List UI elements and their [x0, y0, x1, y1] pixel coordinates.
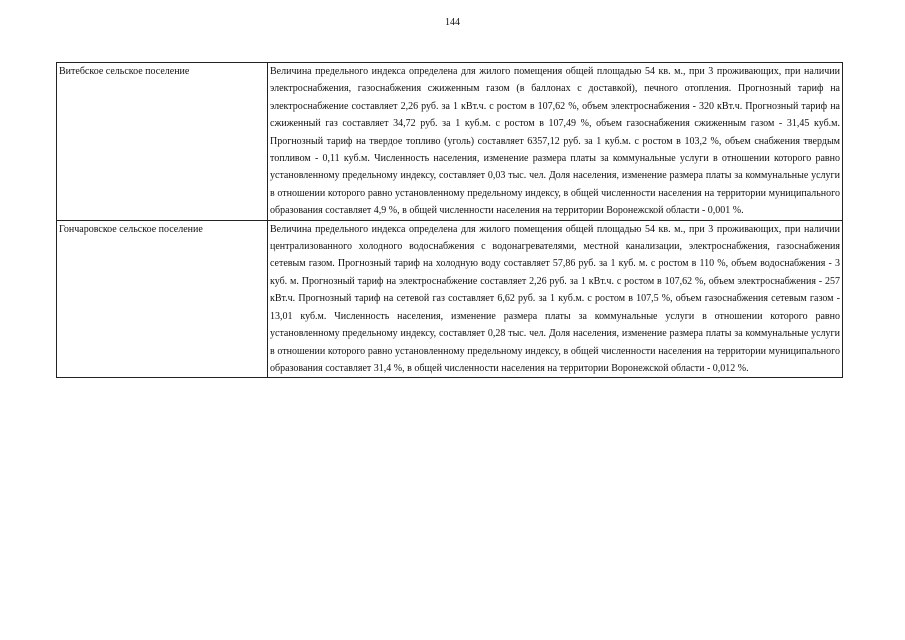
page-number: 144	[445, 17, 460, 28]
tariff-table	[56, 62, 843, 378]
table-row	[57, 63, 843, 221]
settlement-name-cell: Гончаровское сельское поселение	[57, 220, 268, 378]
settlement-name-cell: Витебское сельское поселение	[57, 63, 268, 221]
index-description-cell: Величина предельного индекса определена для жилого помещения общей площадью 54 кв. м., при 3 проживающих, при наличии централизованного холодного водоснабжения с водонагревателями, местной канализации, электроснабжения, газоснабжения сетевым газом. Прогнозный тариф на холодную воду составляет 57,86 руб. за 1 куб. м. с ростом в 110 %, объем водоснабжения - 3 куб. м. Прогнозный тариф на электроснабжение составляет 2,26 руб. за 1 кВт.ч. с ростом в 107,62 %, объем электроснабжения - 257 кВт.ч. Прогнозный тариф на сетевой газ составляет 6,62 руб. за 1 куб.м. с ростом в 107,5 %, объем газоснабжения сетевым газом - 13,01 куб.м. Численность населения, изменение размера платы за коммунальные услуги в отношении которого равно установленному предельному индексу, составляет 0,28 тыс. чел. Доля населения, изменение размера платы за коммунальные услуги в отношении которого равно установленному предельному индексу, в общей численности населения на территории муниципального образования составляет 31,4 %, в общей численности населения на территории Воронежской области - 0,012 %.	[268, 220, 843, 378]
table-row	[57, 220, 843, 378]
index-description-cell: Величина предельного индекса определена для жилого помещения общей площадью 54 кв. м., при 3 проживающих, при наличии электроснабжения, газоснабжения сжиженным газом (в баллонах с доставкой), печного отопления. Прогнозный тариф на электроснабжение составляет 2,26 руб. за 1 кВт.ч. с ростом в 107,62 %, объем электроснабжения - 320 кВт.ч. Прогнозный тариф на сжиженный газ составляет 34,72 руб. за 1 куб.м. с ростом в 107,49 %, объем газоснабжения сжиженным газом - 31,45 куб.м. Прогнозный тариф на твердое топливо (уголь) составляет 6357,12 руб. за 1 куб.м. с ростом в 103,2 %, объем снабжения твердым топливом - 0,11 куб.м. Численность населения, изменение размера платы за коммунальные услуги в отношении которого равно установленному предельному индексу, составляет 0,03 тыс. чел. Доля населения, изменение размера платы за коммунальные услуги в отношении которого равно установленному предельному индексу, в общей численности населения на территории муниципального образования составляет 4,9 %, в общей численности населения на территории Воронежской области - 0,001 %.	[268, 63, 843, 221]
